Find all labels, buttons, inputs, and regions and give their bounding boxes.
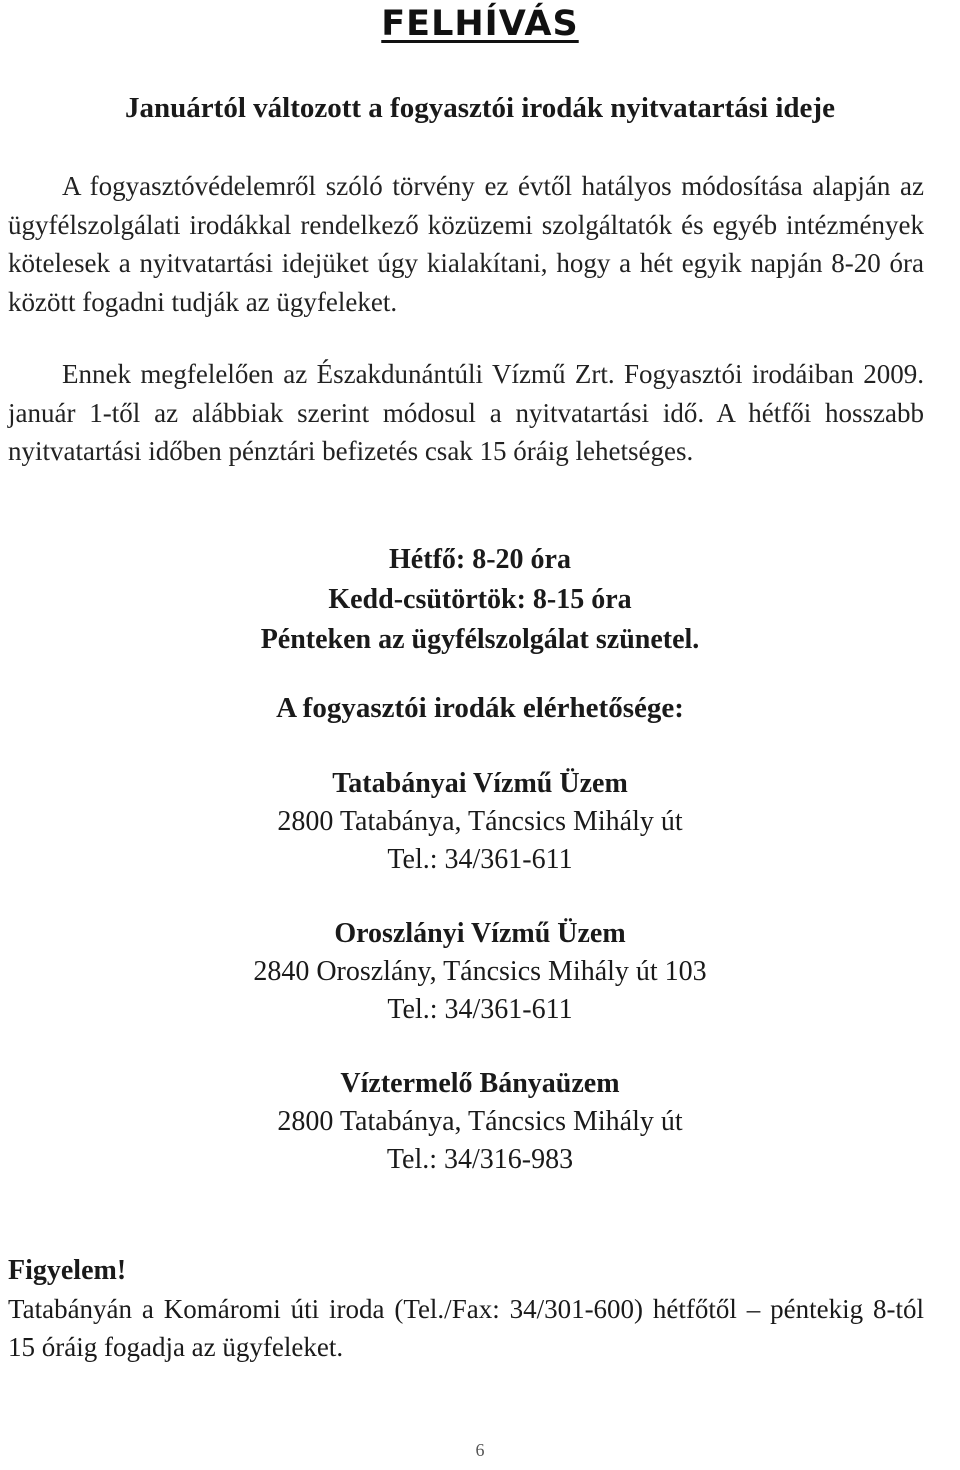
office-address: 2800 Tatabánya, Táncsics Mihály út [277, 806, 683, 837]
office-address: 2800 Tatabánya, Táncsics Mihály út [277, 1106, 683, 1137]
office-address: 2840 Oroszlány, Táncsics Mihály út 103 [253, 956, 707, 987]
document-subtitle: Januártól változott a fogyasztói irodák nyitvatartási ideje [125, 92, 835, 124]
schedule-tue-thu: Kedd-csütörtök: 8-15 óra [328, 584, 632, 615]
office-block [0, 1065, 960, 1179]
office-block [0, 765, 960, 879]
office-name: Tatabányai Vízmű Üzem [332, 768, 628, 799]
intro-paragraph-1: A fogyasztóvédelemről szóló törvény ez évtől hatályos módosítása alapján az ügyfélszolgálati irodákkal rendelkező közüzemi szolgáltatók és egyéb intézmények kötelesek a nyitvatartási idejüket úgy kialakítani, hogy a hét egyik napján 8-20 óra között fogadni tudják az ügyfeleket. [8, 171, 924, 317]
office-name: Víztermelő Bányaüzem [340, 1068, 620, 1099]
notice-text: Tatabányán a Komáromi úti iroda (Tel./Fax: 34/301-600) hétfőtől – péntekig 8-tól 15 óráig fogadja az ügyfeleket. [8, 1294, 924, 1362]
notice-heading: Figyelem! [8, 1255, 127, 1286]
office-block [0, 915, 960, 1029]
document-title: FELHÍVÁS [381, 4, 579, 44]
schedule-friday: Pénteken az ügyfélszolgálat szünetel. [260, 624, 700, 655]
contacts-heading: A fogyasztói irodák elérhetősége: [276, 692, 684, 724]
office-phone: Tel.: 34/361-611 [387, 994, 573, 1025]
office-name: Oroszlányi Vízmű Üzem [334, 918, 626, 949]
page-number: 6 [475, 1440, 485, 1460]
schedule-monday: Hétfő: 8-20 óra [389, 544, 571, 575]
intro-paragraph-2: Ennek megfelelően az Északdunántúli Vízmű Zrt. Fogyasztói irodáiban 2009. január 1-től az alábbiak szerint módosul a nyitvatartási idő. A hétfői hosszabb nyitvatartási időben pénztári befizetés csak 15 óráig lehetséges. [8, 359, 924, 466]
office-phone: Tel.: 34/316-983 [386, 1144, 574, 1175]
opening-hours [0, 540, 960, 660]
office-phone: Tel.: 34/361-611 [387, 844, 573, 875]
